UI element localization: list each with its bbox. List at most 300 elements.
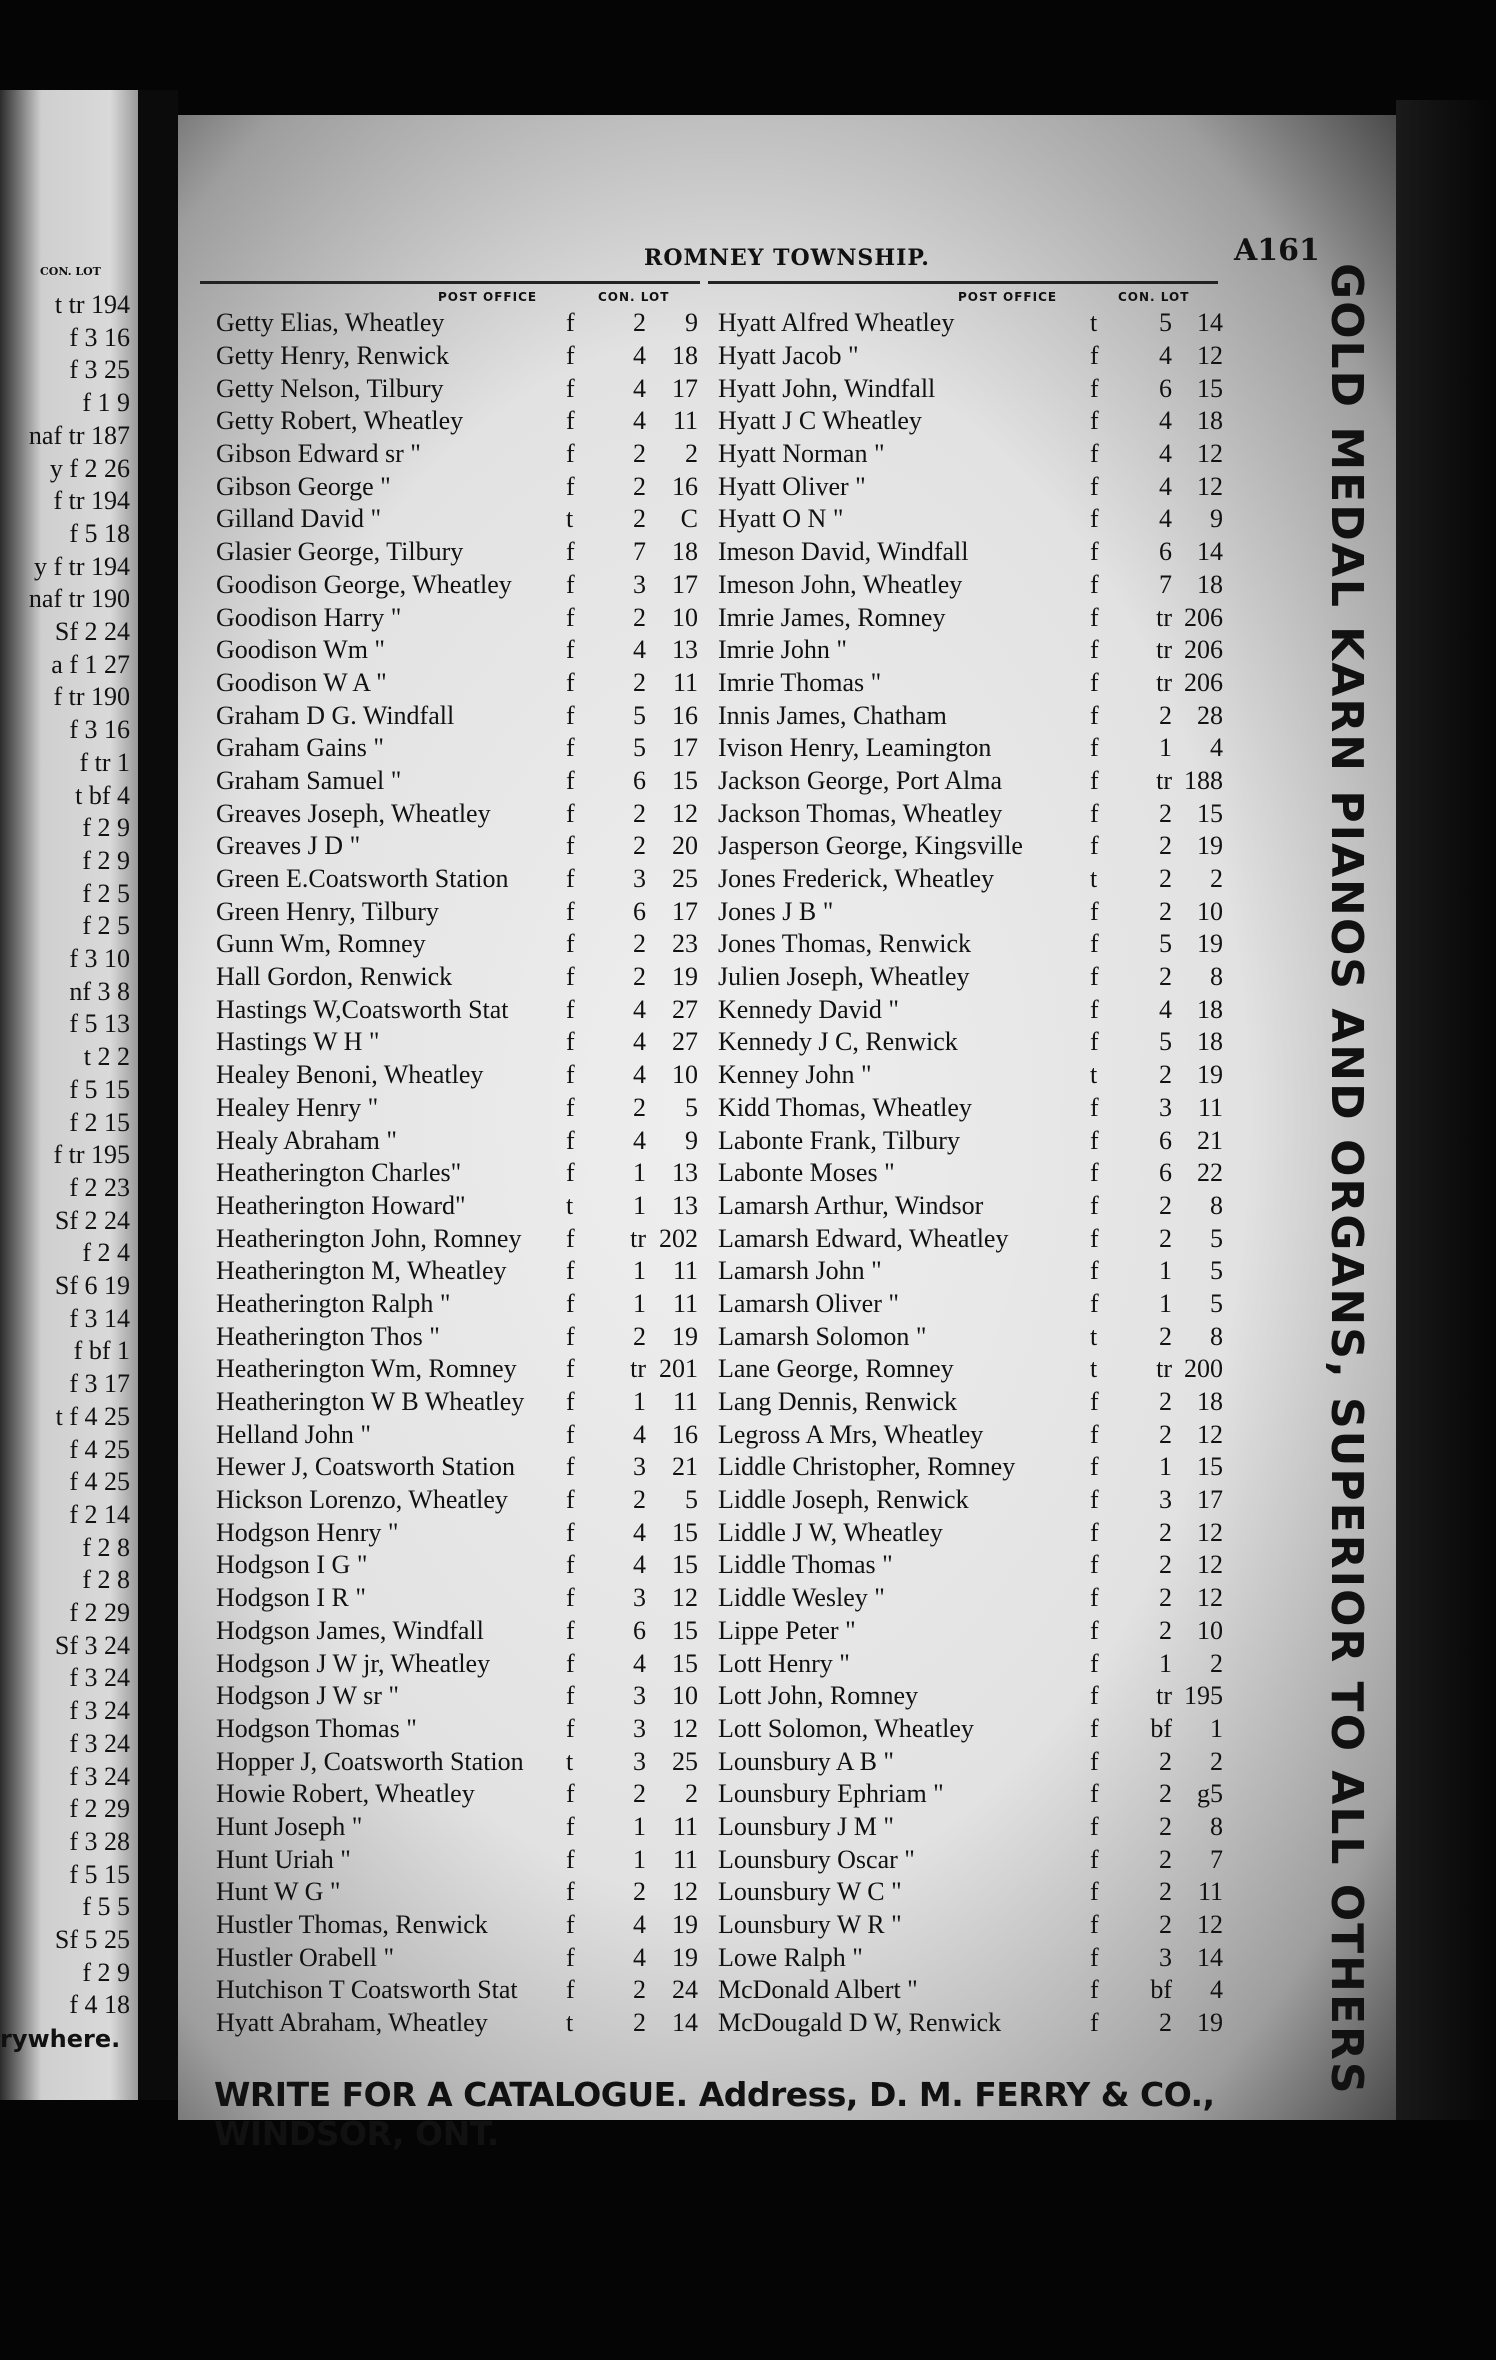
directory-entry	[216, 863, 698, 896]
left-directory-column	[216, 307, 698, 2039]
prev-column-header: CON. LOT	[40, 265, 101, 278]
directory-entry	[718, 2007, 1223, 2040]
entry-tenure: f	[1090, 635, 1099, 665]
entry-tenure: f	[1090, 1027, 1099, 1057]
entry-lot: 195	[1184, 1681, 1223, 1711]
entry-tenure: f	[1090, 471, 1099, 501]
entry-name: Heatherington Thos "	[216, 1321, 440, 1351]
entry-concession: 4	[1159, 504, 1172, 534]
entry-lot: C	[680, 504, 698, 534]
directory-entry	[216, 1615, 698, 1648]
entry-name: Heatherington Wm, Romney	[216, 1354, 517, 1384]
entry-lot: 8	[1210, 962, 1223, 992]
entry-name: Heatherington John, Romney	[216, 1223, 522, 1253]
directory-entry	[216, 928, 698, 961]
entry-concession: 5	[1159, 929, 1172, 959]
entry-concession: 2	[633, 1092, 646, 1122]
prev-page-row: Sf 2 24	[54, 617, 130, 646]
entry-concession: 6	[633, 765, 646, 795]
entry-tenure: f	[566, 1354, 575, 1384]
entry-name: Labonte Frank, Tilbury	[718, 1125, 960, 1155]
directory-entry	[216, 1124, 698, 1157]
entry-concession: 4	[633, 635, 646, 665]
entry-name: Jackson Thomas, Wheatley	[718, 798, 1003, 828]
entry-name: Hyatt Abraham, Wheatley	[216, 2008, 488, 2038]
entry-concession: 4	[633, 1419, 646, 1449]
entry-concession: 2	[1159, 1517, 1172, 1547]
entry-concession: 6	[633, 896, 646, 926]
directory-entry	[216, 1353, 698, 1386]
entry-tenure: f	[566, 439, 575, 469]
entry-tenure: f	[566, 1419, 575, 1449]
entry-lot: 2	[685, 1779, 698, 1809]
entry-name: Lounsbury W R "	[718, 1910, 902, 1940]
directory-page	[178, 115, 1396, 2153]
entry-concession: 3	[633, 1746, 646, 1776]
directory-entry	[216, 1811, 698, 1844]
entry-lot: 11	[672, 667, 698, 697]
entry-concession: 2	[1159, 2008, 1172, 2038]
entry-lot: 14	[1197, 1942, 1223, 1972]
entry-lot: 11	[672, 1387, 698, 1417]
entry-name: Green E.Coatsworth Station	[216, 864, 509, 894]
entry-tenure: f	[566, 831, 575, 861]
entry-concession: 2	[633, 2008, 646, 2038]
entry-lot: 15	[672, 1550, 698, 1580]
directory-entry	[216, 1745, 698, 1778]
entry-name: Gibson George "	[216, 471, 391, 501]
entry-lot: 12	[1197, 1419, 1223, 1449]
entry-concession: 2	[1159, 1583, 1172, 1613]
entry-name: McDougald D W, Renwick	[718, 2008, 1002, 2038]
entry-lot: 15	[1197, 1452, 1223, 1482]
entry-tenure: f	[566, 1910, 575, 1940]
entry-name: Heatherington M, Wheatley	[216, 1256, 507, 1286]
entry-name: Graham Samuel "	[216, 765, 402, 795]
entry-concession: 3	[633, 569, 646, 599]
entry-name: Jackson George, Port Alma	[718, 765, 1003, 795]
entry-lot: 10	[672, 1060, 698, 1090]
entry-tenure: f	[1090, 1713, 1099, 1743]
directory-entry	[718, 1582, 1223, 1615]
directory-entry	[718, 1418, 1223, 1451]
entry-name: Liddle Joseph, Renwick	[718, 1485, 969, 1515]
entry-tenure: f	[1090, 1190, 1099, 1220]
directory-entry	[718, 1092, 1223, 1125]
entry-name: Hodgson Thomas "	[216, 1713, 417, 1743]
entry-name: Getty Nelson, Tilbury	[216, 373, 444, 403]
entry-concession: 4	[633, 1942, 646, 1972]
entry-tenure: f	[1090, 1125, 1099, 1155]
entry-lot: 23	[672, 929, 698, 959]
entry-tenure: f	[1090, 537, 1099, 567]
entry-name: Lamarsh Arthur, Windsor	[718, 1190, 984, 1220]
entry-concession: 3	[633, 864, 646, 894]
entry-concession: 2	[1159, 1223, 1172, 1253]
entry-name: Hodgson Henry "	[216, 1517, 399, 1547]
entry-lot: 18	[672, 537, 698, 567]
entry-concession: 1	[1159, 1452, 1172, 1482]
entry-concession: 2	[633, 439, 646, 469]
directory-entry	[216, 405, 698, 438]
entry-concession: 1	[1159, 1288, 1172, 1318]
entry-concession: 2	[1159, 896, 1172, 926]
entry-concession: 1	[633, 1256, 646, 1286]
prev-page-row: f 2 5	[82, 878, 130, 908]
entry-tenure: f	[1090, 1517, 1099, 1547]
entry-tenure: t	[566, 1746, 574, 1776]
entry-concession: 3	[633, 1681, 646, 1711]
directory-entry	[718, 340, 1223, 373]
entry-lot: 5	[685, 1092, 698, 1122]
entry-name: Jones Thomas, Renwick	[718, 929, 971, 959]
entry-lot: 12	[1197, 439, 1223, 469]
directory-entry	[718, 438, 1223, 471]
entry-lot: 14	[1197, 308, 1223, 338]
entry-name: Julien Joseph, Wheatley	[718, 962, 970, 992]
entry-lot: 19	[672, 1321, 698, 1351]
entry-tenure: t	[1090, 864, 1098, 894]
directory-entry	[216, 536, 698, 569]
left-con-lot-header: CON. LOT	[598, 290, 670, 304]
directory-entry	[718, 1713, 1223, 1746]
directory-entry	[216, 1255, 698, 1288]
entry-name: Healey Henry "	[216, 1092, 379, 1122]
entry-concession: bf	[1150, 1975, 1172, 2005]
entry-lot: 19	[672, 1942, 698, 1972]
entry-tenure: t	[1090, 308, 1098, 338]
entry-concession: 2	[633, 1975, 646, 2005]
entry-lot: 18	[1197, 1027, 1223, 1057]
entry-tenure: f	[1090, 994, 1099, 1024]
entry-name: Legross A Mrs, Wheatley	[718, 1419, 984, 1449]
directory-entry	[718, 1778, 1223, 1811]
prev-page-row: f 3 14	[69, 1303, 130, 1333]
entry-concession: 2	[633, 1485, 646, 1515]
entry-lot: g5	[1197, 1779, 1223, 1809]
prev-page-row: nf 3 8	[69, 976, 130, 1006]
entry-lot: 11	[672, 1811, 698, 1841]
entry-concession: 4	[633, 1027, 646, 1057]
prev-page-row: f 4 25	[69, 1434, 130, 1464]
left-header-rule	[200, 281, 700, 284]
prev-page-row: f 3 24	[69, 1761, 130, 1791]
entry-tenure: f	[566, 635, 575, 665]
entry-tenure: f	[1090, 373, 1099, 403]
entry-concession: 4	[633, 1648, 646, 1678]
entry-lot: 11	[672, 1844, 698, 1874]
entry-tenure: f	[1090, 1746, 1099, 1776]
entry-tenure: f	[566, 1615, 575, 1645]
entry-name: Gibson Edward sr "	[216, 439, 421, 469]
entry-tenure: f	[1090, 1910, 1099, 1940]
entry-name: Hyatt Norman "	[718, 439, 885, 469]
entry-tenure: f	[1090, 1550, 1099, 1580]
entry-concession: 2	[1159, 831, 1172, 861]
entry-name: Hyatt O N "	[718, 504, 844, 534]
entry-concession: 4	[633, 1125, 646, 1155]
prev-page-row: Sf 6 19	[54, 1271, 130, 1300]
entry-tenure: f	[1090, 1092, 1099, 1122]
entry-lot: 12	[1197, 1550, 1223, 1580]
entry-name: Hastings W,Coatsworth Stat	[216, 994, 509, 1024]
entry-name: Hodgson J W jr, Wheatley	[216, 1648, 491, 1678]
entry-concession: 3	[633, 1583, 646, 1613]
directory-entry	[718, 1843, 1223, 1876]
directory-entry	[216, 1320, 698, 1353]
prev-page-row: y f tr 194	[33, 551, 130, 581]
entry-concession: 2	[633, 602, 646, 632]
entry-lot: 4	[1210, 733, 1223, 763]
previous-page-fragment	[0, 90, 138, 2100]
entry-name: Goodison W A "	[216, 667, 387, 697]
entry-concession: tr	[630, 1354, 646, 1384]
directory-entry	[216, 2007, 698, 2040]
entry-concession: tr	[1156, 1681, 1172, 1711]
entry-concession: 2	[1159, 1746, 1172, 1776]
entry-lot: 22	[1197, 1158, 1223, 1188]
directory-entry	[718, 601, 1223, 634]
entry-tenure: f	[566, 1060, 575, 1090]
entry-concession: tr	[630, 1223, 646, 1253]
directory-entry	[718, 732, 1223, 765]
directory-entry	[216, 1157, 698, 1190]
entry-lot: 188	[1184, 765, 1223, 795]
directory-entry	[718, 1288, 1223, 1321]
prev-page-row: t f 4 25	[55, 1401, 130, 1431]
entry-name: Hyatt John, Windfall	[718, 373, 936, 403]
entry-concession: 4	[1159, 439, 1172, 469]
entry-tenure: f	[1090, 1419, 1099, 1449]
entry-tenure: f	[566, 1942, 575, 1972]
directory-entry	[718, 634, 1223, 667]
entry-concession: 6	[1159, 1158, 1172, 1188]
directory-entry	[718, 1549, 1223, 1582]
prev-page-row: f 2 4	[82, 1238, 130, 1268]
directory-entry	[718, 895, 1223, 928]
entry-tenure: f	[566, 896, 575, 926]
entry-concession: 2	[1159, 1844, 1172, 1874]
entry-concession: tr	[1156, 1354, 1172, 1384]
entry-name: Jones Frederick, Wheatley	[718, 864, 995, 894]
entry-lot: 9	[685, 1125, 698, 1155]
entry-name: Heatherington Ralph "	[216, 1288, 451, 1318]
entry-tenure: f	[566, 1092, 575, 1122]
directory-entry	[718, 928, 1223, 961]
entry-lot: 15	[672, 1517, 698, 1547]
entry-concession: tr	[1156, 765, 1172, 795]
entry-name: Hewer J, Coatsworth Station	[216, 1452, 515, 1482]
entry-concession: 6	[1159, 1125, 1172, 1155]
entry-tenure: f	[1090, 831, 1099, 861]
entry-concession: 5	[1159, 1027, 1172, 1057]
directory-entry	[216, 1516, 698, 1549]
entry-tenure: f	[566, 1387, 575, 1417]
directory-entry	[718, 307, 1223, 340]
entry-concession: 2	[1159, 1419, 1172, 1449]
entry-tenure: f	[566, 373, 575, 403]
entry-lot: 8	[1210, 1190, 1223, 1220]
entry-lot: 15	[672, 765, 698, 795]
entry-lot: 12	[672, 798, 698, 828]
entry-lot: 14	[672, 2008, 698, 2038]
entry-concession: 2	[1159, 1877, 1172, 1907]
entry-concession: 1	[633, 1158, 646, 1188]
entry-name: Goodison Harry "	[216, 602, 402, 632]
entry-name: Lott John, Romney	[718, 1681, 919, 1711]
entry-tenure: f	[566, 1648, 575, 1678]
entry-concession: 2	[633, 1321, 646, 1351]
prev-page-row: f 3 16	[69, 322, 130, 352]
prev-page-row: f 3 10	[69, 944, 130, 973]
entry-lot: 15	[672, 1615, 698, 1645]
entry-name: Kenney John "	[718, 1060, 872, 1090]
directory-entry	[718, 863, 1223, 896]
entry-concession: 4	[633, 1550, 646, 1580]
footer-advertisement: WRITE FOR A CATALOGUE. Address, D. M. FERRY & CO., WINDSOR, ONT.	[214, 2075, 1215, 2153]
entry-name: Lounsbury W C "	[718, 1877, 902, 1907]
entry-name: Hyatt Jacob "	[718, 341, 859, 371]
prev-page-row: f 2 9	[82, 845, 130, 875]
directory-entry	[216, 340, 698, 373]
entry-name: Helland John "	[216, 1419, 372, 1449]
entry-concession: 6	[1159, 537, 1172, 567]
entry-lot: 2	[1210, 864, 1223, 894]
entry-concession: 4	[1159, 994, 1172, 1024]
entry-tenure: f	[1090, 504, 1099, 534]
entry-concession: 2	[633, 831, 646, 861]
entry-name: Labonte Moses "	[718, 1158, 895, 1188]
entry-tenure: t	[566, 2008, 574, 2038]
entry-tenure: f	[1090, 341, 1099, 371]
directory-entry	[216, 1386, 698, 1419]
entry-lot: 5	[685, 1485, 698, 1515]
entry-lot: 4	[1210, 1975, 1223, 2005]
entry-lot: 16	[672, 700, 698, 730]
entry-tenure: f	[566, 667, 575, 697]
entry-tenure: f	[566, 1550, 575, 1580]
entry-concession: 2	[1159, 1779, 1172, 1809]
directory-entry	[216, 667, 698, 700]
directory-entry	[718, 536, 1223, 569]
directory-entry	[216, 470, 698, 503]
prev-page-row: f bf 1	[73, 1336, 130, 1366]
entry-lot: 2	[1210, 1746, 1223, 1776]
entry-lot: 8	[1210, 1811, 1223, 1841]
right-directory-column	[718, 307, 1223, 2039]
entry-tenure: f	[1090, 962, 1099, 992]
entry-lot: 206	[1184, 602, 1223, 632]
prev-page-row: f 5 15	[69, 1074, 130, 1104]
entry-concession: 2	[1159, 1550, 1172, 1580]
entry-lot: 25	[672, 864, 698, 894]
entry-name: Hopper J, Coatsworth Station	[216, 1746, 524, 1776]
entry-concession: 2	[1159, 1060, 1172, 1090]
directory-entry	[216, 1582, 698, 1615]
entry-concession: 2	[1159, 1910, 1172, 1940]
entry-tenure: f	[566, 1779, 575, 1809]
entry-concession: 1	[633, 1190, 646, 1220]
entry-name: Graham D G. Windfall	[216, 700, 455, 730]
entry-lot: 18	[1197, 1387, 1223, 1417]
directory-entry	[718, 1615, 1223, 1648]
entry-lot: 2	[685, 439, 698, 469]
entry-tenure: f	[566, 1877, 575, 1907]
prev-page-row: f 1 9	[82, 388, 130, 418]
entry-tenure: f	[566, 308, 575, 338]
entry-name: Lamarsh Edward, Wheatley	[718, 1223, 1009, 1253]
entry-tenure: t	[566, 504, 574, 534]
entry-name: Liddle J W, Wheatley	[718, 1517, 943, 1547]
entry-lot: 206	[1184, 667, 1223, 697]
entry-lot: 12	[672, 1877, 698, 1907]
entry-lot: 9	[685, 308, 698, 338]
entry-tenure: f	[566, 1452, 575, 1482]
entry-lot: 24	[672, 1975, 698, 2005]
directory-entry	[216, 601, 698, 634]
entry-lot: 12	[1197, 341, 1223, 371]
entry-tenure: t	[1090, 1354, 1098, 1384]
entry-concession: 3	[1159, 1092, 1172, 1122]
entry-tenure: f	[1090, 1288, 1099, 1318]
directory-entry	[216, 1680, 698, 1713]
entry-concession: 3	[633, 1452, 646, 1482]
entry-name: Lounsbury Oscar "	[718, 1844, 915, 1874]
entry-lot: 11	[1197, 1092, 1223, 1122]
prev-page-row: f 3 16	[69, 715, 130, 745]
entry-lot: 28	[1197, 700, 1223, 730]
entry-tenure: f	[1090, 1811, 1099, 1841]
entry-name: Liddle Christopher, Romney	[718, 1452, 1016, 1482]
entry-name: Hyatt Alfred Wheatley	[718, 308, 955, 338]
entry-concession: 3	[1159, 1942, 1172, 1972]
entry-lot: 19	[1197, 929, 1223, 959]
entry-tenure: f	[1090, 1256, 1099, 1286]
prev-page-row: f tr 194	[53, 486, 130, 516]
entry-lot: 1	[1210, 1713, 1223, 1743]
prev-page-row: t bf 4	[75, 780, 130, 810]
entry-name: Howie Robert, Wheatley	[216, 1779, 475, 1809]
entry-name: Getty Robert, Wheatley	[216, 406, 464, 436]
entry-concession: 2	[633, 471, 646, 501]
entry-concession: 2	[1159, 962, 1172, 992]
directory-entry	[216, 1876, 698, 1909]
entry-concession: 2	[633, 798, 646, 828]
prev-page-row: f 3 28	[69, 1826, 130, 1856]
side-banner-text: GOLD MEDAL KARN PIANOS AND ORGANS, SUPERIOR TO ALL OTHERS	[1321, 263, 1372, 2096]
entry-tenure: f	[1090, 569, 1099, 599]
entry-lot: 9	[1210, 504, 1223, 534]
entry-name: Lowe Ralph "	[718, 1942, 863, 1972]
entry-lot: 15	[1197, 373, 1223, 403]
entry-concession: 4	[633, 1910, 646, 1940]
prev-footer: rywhere.	[0, 2025, 121, 2053]
entry-name: Jasperson George, Kingsville	[718, 831, 1023, 861]
prev-page-row: f 4 25	[69, 1467, 130, 1497]
entry-concession: 3	[1159, 1485, 1172, 1515]
prev-page-row: Sf 5 25	[54, 1925, 130, 1954]
directory-entry	[216, 699, 698, 732]
directory-entry	[216, 993, 698, 1026]
prev-page-row: f 2 9	[82, 1957, 130, 1987]
entry-lot: 201	[659, 1354, 698, 1384]
entry-tenure: f	[1090, 1648, 1099, 1678]
prev-page-row: f 2 15	[69, 1107, 130, 1137]
entry-lot: 11	[672, 406, 698, 436]
entry-tenure: f	[1090, 1615, 1099, 1645]
directory-entry	[718, 405, 1223, 438]
entry-lot: 16	[672, 1419, 698, 1449]
